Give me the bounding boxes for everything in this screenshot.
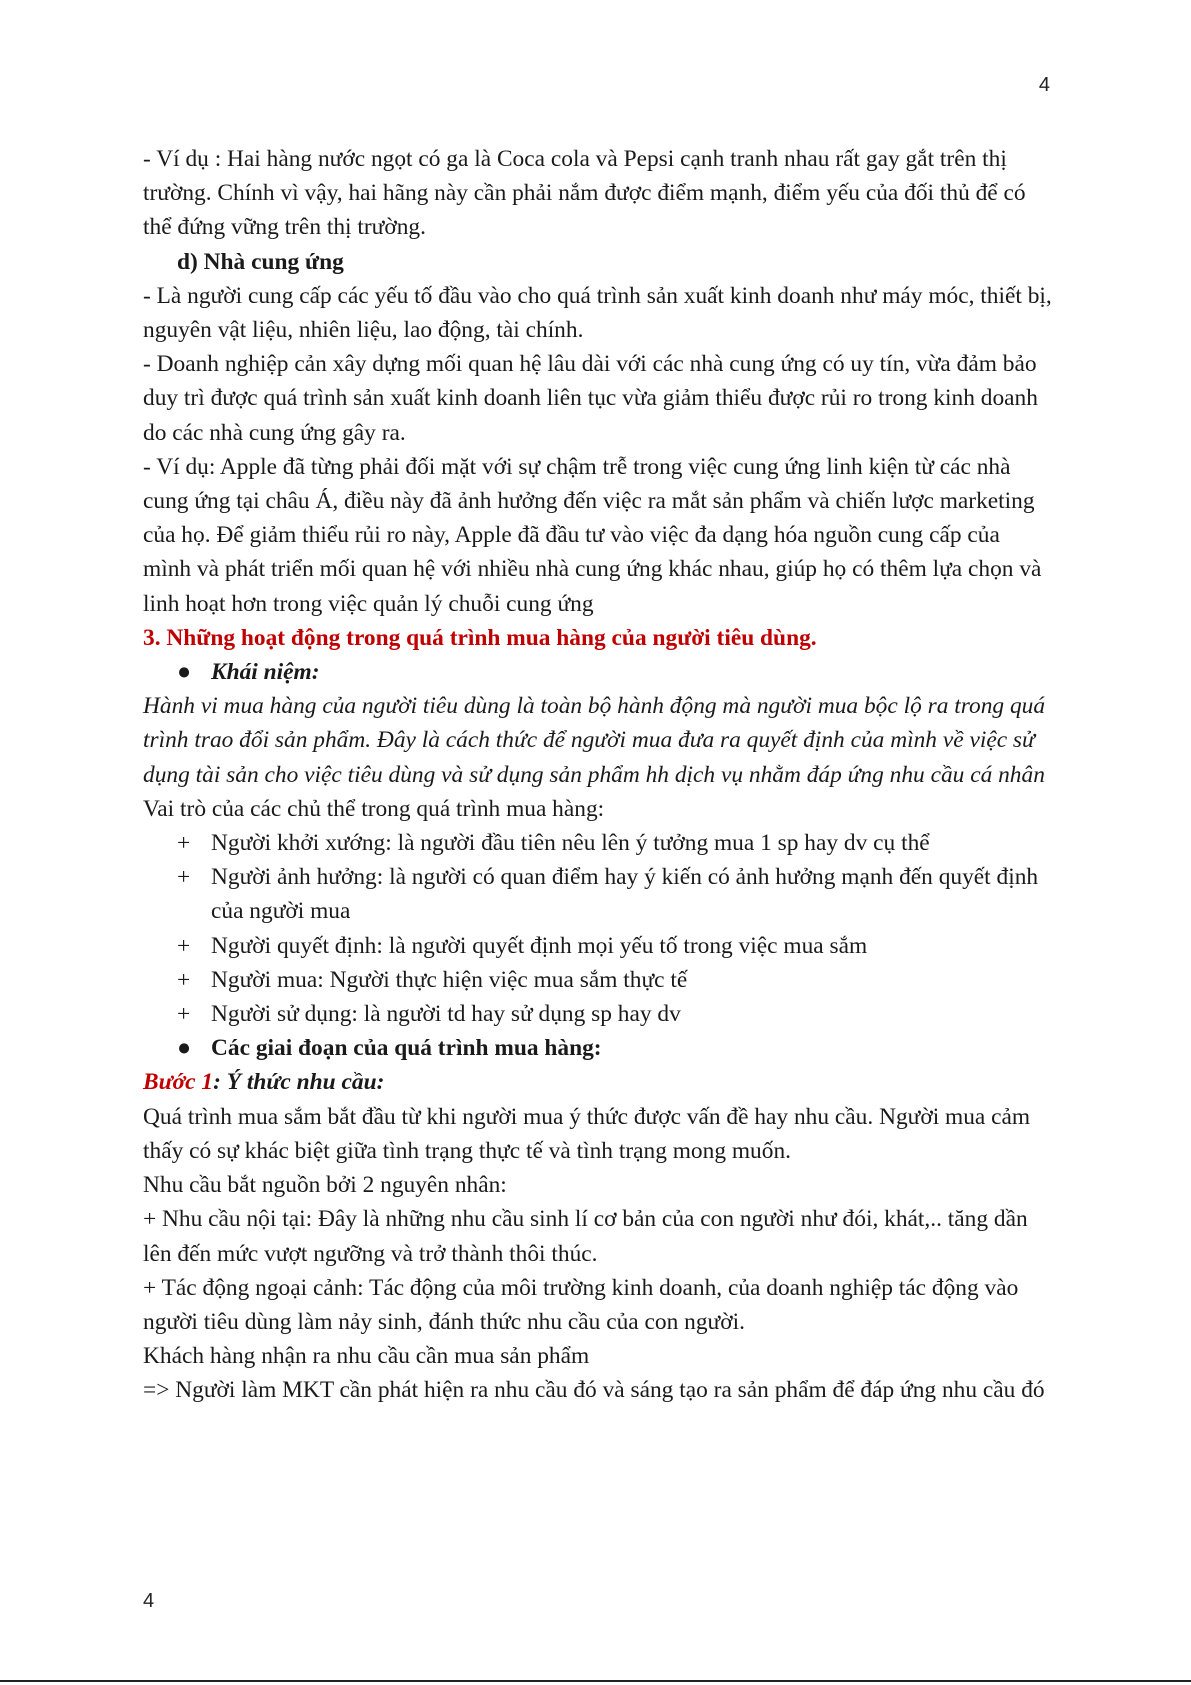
roles-list <box>143 826 1053 1031</box>
role-item-text: Người ảnh hưởng: là người có quan điểm hay ý kiến có ảnh hưởng mạnh đến quyết định của người mua <box>211 864 1039 925</box>
paragraph-roles-intro: Vai trò của các chủ thể trong quá trình mua hàng: <box>143 795 605 822</box>
plus-icon: + <box>177 864 191 891</box>
paragraph-supplier-example: - Ví dụ: Apple đã từng phải đối mặt với sự chậm trễ trong việc cung ứng linh kiện từ các nhà cung ứng tại châu Á, điều này đã ảnh hưởng đến việc ra mắt sản phẩm và chiến lược marketing của họ. Để giảm thiểu rủi ro này, Apple đã đầu tư vào việc đa dạng hóa nguồn cung cấp của mình và phát triển mối quan hệ với nhiều nhà cung ứng khác nhau, giúp họ có thêm lựa chọn và linh hoạt hơn trong việc quản lý chuỗi cung ứng <box>143 453 1042 617</box>
paragraph-conclusion: => Người làm MKT cần phát hiện ra nhu cầu đó và sáng tạo ra sản phẩm để đáp ứng nhu cầu đó <box>143 1377 1045 1404</box>
bullet-stages-label: Các giai đoạn của quá trình mua hàng: <box>211 1035 602 1062</box>
plus-icon: + <box>177 1001 191 1028</box>
role-item-text: Người mua: Người thực hiện việc mua sắm thực tế <box>211 966 688 993</box>
bullet-dot-icon: ● <box>177 659 192 686</box>
paragraph-supplier-definition: - Là người cung cấp các yếu tố đầu vào cho quá trình sản xuất kinh doanh như máy móc, thiết bị, nguyên vật liệu, nhiên liệu, lao động, tài chính. <box>143 282 1052 344</box>
paragraph-concept: Hành vi mua hàng của người tiêu dùng là toàn bộ hành động mà người mua bộc lộ ra trong quá trình trao đổi sản phẩm. Đây là cách thức để người mua đưa ra quyết định của mình về việc sử dụng tài sản cho việc tiêu dùng và sử dụng sản phẩm hh dịch vụ nhằm đáp ứng nhu cầu cá nhân <box>143 693 1046 788</box>
bullet-concept-label: Khái niệm: <box>211 659 320 686</box>
step-1-heading <box>143 1065 1053 1099</box>
page-number-top: 4 <box>1038 74 1050 96</box>
bullet-dot-icon: ● <box>177 1035 192 1062</box>
role-item <box>143 929 1053 963</box>
document-body <box>143 142 1053 1408</box>
plus-icon: + <box>177 932 191 959</box>
role-item <box>143 963 1053 997</box>
plus-icon: + <box>177 966 191 993</box>
role-item <box>143 826 1053 860</box>
paragraph-customer-need: Khách hàng nhận ra nhu cầu cần mua sản phẩm <box>143 1343 590 1370</box>
paragraph-need-internal: + Nhu cầu nội tại: Đây là những nhu cầu sinh lí cơ bản của con người như đói, khát,.. tăng dần lên đến mức vượt ngưỡng và trở thành thôi thúc. <box>143 1206 1028 1267</box>
plus-icon: + <box>177 830 191 857</box>
step-1-title: : Ý thức nhu cầu: <box>213 1069 385 1096</box>
role-item-text: Người khởi xướng: là người đầu tiên nêu lên ý tưởng mua 1 sp hay dv cụ thể <box>211 830 930 857</box>
paragraph-competitor-example: - Ví dụ : Hai hàng nước ngọt có ga là Coca cola và Pepsi cạnh tranh nhau rất gay gắt trên thị trường. Chính vì vậy, hai hãng này cần phải nắm được điểm mạnh, điểm yếu của đối thủ để có thể đứng vững trên thị trường. <box>143 146 1026 241</box>
page-bottom-divider <box>0 1680 1191 1682</box>
paragraph-step1-intro: Quá trình mua sắm bắt đầu từ khi người mua ý thức được vấn đề hay nhu cầu. Người mua cảm thấy có sự khác biệt giữa tình trạng thực tế và tình trạng mong muốn. <box>143 1103 1031 1164</box>
role-item-text: Người quyết định: là người quyết định mọi yếu tố trong việc mua sắm <box>211 932 868 959</box>
page-number-bottom: 4 <box>143 1590 155 1612</box>
heading-supplier: d) Nhà cung ứng <box>177 248 344 275</box>
role-item <box>143 860 1053 928</box>
role-item <box>143 997 1053 1031</box>
paragraph-need-sources: Nhu cầu bắt nguồn bởi 2 nguyên nhân: <box>143 1172 507 1199</box>
paragraph-supplier-relationship: - Doanh nghiệp cản xây dựng mối quan hệ lâu dài với các nhà cung ứng có uy tín, vừa đảm bảo duy trì được quá trình sản xuất kinh doanh liên tục vừa giảm thiểu được rủi ro trong kinh doanh do các nhà cung ứng gây ra. <box>143 351 1038 446</box>
heading-section-3: 3. Những hoạt động trong quá trình mua hàng của người tiêu dùng. <box>143 624 817 651</box>
step-1-label: Bước 1 <box>143 1069 214 1096</box>
bullet-concept <box>143 655 1053 689</box>
role-item-text: Người sử dụng: là người td hay sử dụng sp hay dv <box>211 1001 681 1028</box>
paragraph-need-external: + Tác động ngoại cảnh: Tác động của môi trường kinh doanh, của doanh nghiệp tác động vào người tiêu dùng làm nảy sinh, đánh thức nhu cầu của con người. <box>143 1274 1019 1335</box>
bullet-stages <box>143 1031 1053 1065</box>
